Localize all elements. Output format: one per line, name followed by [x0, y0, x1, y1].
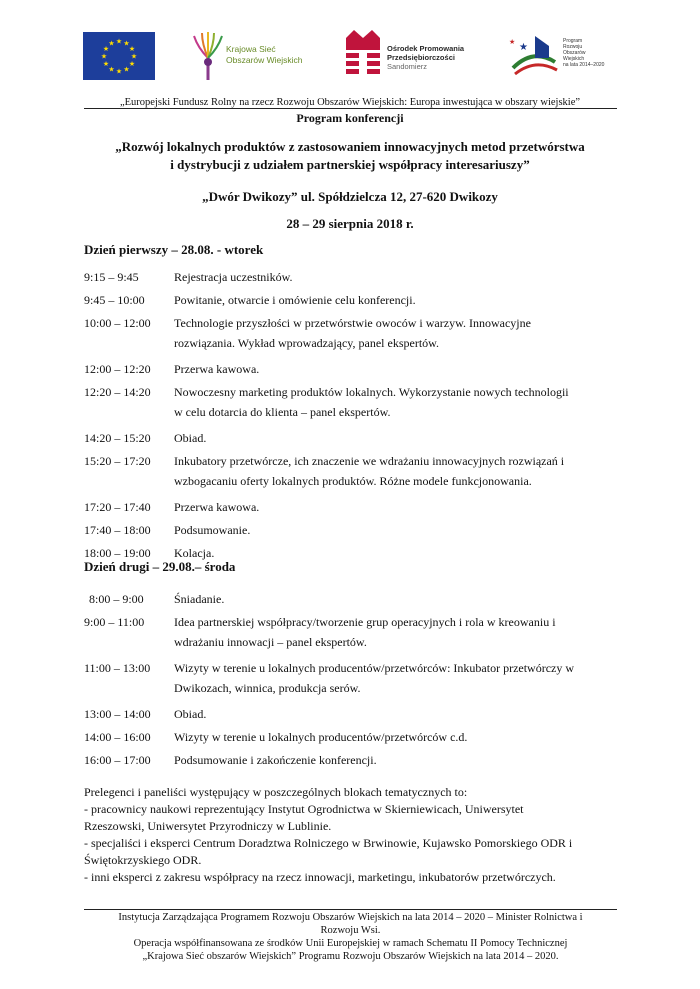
- schedule-description: [174, 589, 614, 609]
- schedule-time: 8:00 – 9:00: [89, 592, 144, 606]
- program-heading: Program konferencji: [296, 111, 404, 125]
- schedule-time: 14:00 – 16:00: [84, 730, 151, 744]
- schedule-description: [174, 313, 614, 353]
- day1-heading: Dzień pierwszy – 28.08. - wtorek: [84, 242, 264, 257]
- prow-line5: na lata 2014–2020: [563, 62, 605, 68]
- day2-heading: Dzień drugi – 29.08.– środa: [84, 559, 236, 574]
- schedule-time: 15:20 – 17:20: [84, 454, 151, 468]
- description-line: Nowoczesny marketing produktów lokalnych. Wykorzystanie nowych technologii: [174, 385, 569, 399]
- ksow-logo-text: [226, 44, 303, 66]
- prow-logo: [505, 28, 615, 84]
- description-line: w celu dotarcia do klienta – panel ekspertów.: [174, 405, 391, 419]
- eu-stars-icon: [83, 32, 155, 80]
- speakers-line: - inni eksperci z zakresu współpracy na rzecz innowacji, marketingu, inkubatorów przetwórczych.: [84, 870, 556, 884]
- schedule-time: 18:00 – 19:00: [84, 546, 151, 560]
- speakers-section: [84, 784, 619, 886]
- oppr-line1: Ośrodek Promowania: [387, 44, 465, 53]
- description-line: Technologie przyszłości w przetwórstwie owoców i warzyw. Innowacyjne: [174, 316, 531, 330]
- speakers-line: Świętokrzyskiego ODR.: [84, 853, 202, 867]
- ksow-logo: [188, 30, 328, 82]
- description-line: wzbogacaniu oferty lokalnych produktów. Różne modele funkcjonowania.: [174, 474, 532, 488]
- conference-dates: 28 – 29 sierpnia 2018 r.: [286, 216, 414, 231]
- prow-line4: Wiejskich: [563, 56, 585, 62]
- schedule-description: [174, 520, 614, 540]
- eu-star-icon: ★: [102, 45, 110, 53]
- schedule-time: 11:00 – 13:00: [84, 661, 151, 675]
- schedule-time: 17:20 – 17:40: [84, 500, 151, 514]
- schedule-description: [174, 382, 614, 422]
- oppr-line2: Przedsiębiorczości: [387, 53, 455, 62]
- schedule-time: 13:00 – 14:00: [84, 707, 151, 721]
- eu-star-icon: ★: [123, 39, 130, 48]
- schedule-description: [174, 750, 614, 770]
- footer-rule: [84, 909, 617, 910]
- description-line: Rejestracja uczestników.: [174, 270, 293, 284]
- description-line: Podsumowanie.: [174, 523, 251, 537]
- svg-text:★: ★: [519, 42, 528, 53]
- eu-star-icon: ★: [100, 52, 108, 61]
- schedule-description: [174, 451, 614, 491]
- description-line: wdrażaniu innowacji – panel ekspertów.: [174, 635, 367, 649]
- schedule-time: 12:00 – 12:20: [84, 362, 151, 376]
- description-line: Powitanie, otwarcie i omówienie celu konferencji.: [174, 293, 416, 307]
- description-line: Przerwa kawowa.: [174, 362, 260, 376]
- description-line: Wizyty w terenie u lokalnych producentów/przetwórców c.d.: [174, 730, 468, 744]
- ksow-line1: Krajowa Sieć: [226, 44, 276, 54]
- prow-line3: Obszarów: [563, 50, 586, 56]
- oppr-emblem-icon: [342, 28, 384, 82]
- description-line: Dwikozach, winnica, produkcja serów.: [174, 681, 361, 695]
- description-line: Wizyty w terenie u lokalnych producentów/przetwórców: Inkubator przetwórczy w: [174, 661, 575, 675]
- schedule-description: [174, 290, 614, 310]
- description-line: rozwiązania. Wykład wprowadzający, panel ekspertów.: [174, 336, 440, 350]
- schedule-description: [174, 658, 614, 698]
- footer-line: „Krajowa Sieć obszarów Wiejskich” Programu Rozwoju Obszarów Wiejskich na lata 2014 – 2020.: [142, 951, 559, 962]
- footer-line: Instytucja Zarządzająca Programem Rozwoju Obszarów Wiejskich na lata 2014 – 2020 – Minister Rolnictwa i: [118, 912, 583, 923]
- title-line-2: i dystrybucji z udziałem partnerskiej współpracy interesariuszy”: [170, 157, 530, 172]
- description-line: Śniadanie.: [174, 592, 225, 606]
- logo-bar: [0, 28, 700, 84]
- description-line: Przerwa kawowa.: [174, 500, 260, 514]
- schedule-description: [174, 497, 614, 517]
- prow-line2: Rozwoju: [563, 44, 583, 50]
- footer: [84, 911, 617, 963]
- eu-star-icon: ★: [102, 60, 110, 68]
- schedule-time: 9:15 – 9:45: [84, 270, 139, 284]
- eu-star-icon: ★: [115, 37, 123, 46]
- conference-title: [84, 138, 616, 174]
- speakers-line: - specjaliści i eksperci Centrum Doradztwa Rolniczego w Brwinowie, Kujawsko Pomorskiego ODR i: [84, 836, 573, 850]
- ksow-line2: Obszarów Wiejskich: [226, 55, 303, 65]
- title-line-1: „Rozwój lokalnych produktów z zastosowaniem innowacyjnych metod przetwórstwa: [115, 139, 585, 154]
- eu-star-icon: ★: [108, 65, 115, 74]
- eu-star-icon: ★: [123, 65, 130, 74]
- speakers-line: Rzeszowski, Uniwersytet Przyrodniczy w Lublinie.: [84, 819, 332, 833]
- svg-text:★: ★: [509, 38, 516, 46]
- description-line: Podsumowanie i zakończenie konferencji.: [174, 753, 377, 767]
- header-rule: [84, 108, 617, 109]
- ksow-tree-icon: [188, 30, 228, 82]
- schedule-description: [174, 428, 614, 448]
- eu-star-icon: ★: [130, 52, 138, 61]
- schedule-description: [174, 612, 614, 652]
- schedule-time: 14:20 – 15:20: [84, 431, 151, 445]
- schedule-description: [174, 727, 614, 747]
- prow-logo-text: [563, 38, 604, 68]
- schedule-time: 12:20 – 14:20: [84, 385, 151, 399]
- eu-flag-logo: [83, 32, 155, 80]
- oppr-line3: Sandomierz: [387, 62, 428, 71]
- schedule-time: 17:40 – 18:00: [84, 523, 151, 537]
- eu-star-icon: ★: [108, 39, 115, 48]
- eu-star-icon: ★: [115, 67, 123, 76]
- description-line: Obiad.: [174, 431, 207, 445]
- schedule-time: 9:45 – 10:00: [84, 293, 145, 307]
- schedule-description: [174, 267, 614, 287]
- speakers-intro: Prelegenci i paneliści występujący w poszczególnych blokach tematycznych to:: [84, 785, 468, 799]
- footer-line: Operacja współfinansowana ze środków Unii Europejskiej w ramach Schematu II Pomocy Technicznej: [133, 938, 568, 949]
- oppr-logo: [342, 28, 492, 84]
- description-line: Kolacja.: [174, 546, 215, 560]
- eu-star-icon: ★: [128, 45, 136, 53]
- schedule-time: 9:00 – 11:00: [84, 615, 145, 629]
- schedule-description: [174, 704, 614, 724]
- schedule-description: [174, 543, 614, 563]
- schedule-description: [174, 359, 614, 379]
- eu-star-icon: ★: [128, 60, 136, 68]
- schedule-time: 10:00 – 12:00: [84, 316, 151, 330]
- description-line: Idea partnerskiej współpracy/tworzenie grup operacyjnych i rola w kreowaniu i: [174, 615, 556, 629]
- prow-emblem-icon: [505, 28, 561, 84]
- venue: „Dwór Dwikozy” ul. Spółdzielcza 12, 27-620 Dwikozy: [202, 189, 498, 204]
- oppr-logo-text: [387, 44, 464, 71]
- motto: „Europejski Fundusz Rolny na rzecz Rozwoju Obszarów Wiejskich: Europa inwestująca w obszary wiejskie”: [119, 97, 581, 108]
- schedule-time: 16:00 – 17:00: [84, 753, 151, 767]
- speakers-line: - pracownicy naukowi reprezentujący Instytut Ogrodnictwa w Skierniewicach, Uniwersytet: [84, 802, 524, 816]
- description-line: Obiad.: [174, 707, 207, 721]
- description-line: Inkubatory przetwórcze, ich znaczenie we wdrażaniu innowacyjnych rozwiązań i: [174, 454, 565, 468]
- footer-line: Rozwoju Wsi.: [320, 925, 381, 936]
- prow-line1: Program: [563, 38, 583, 44]
